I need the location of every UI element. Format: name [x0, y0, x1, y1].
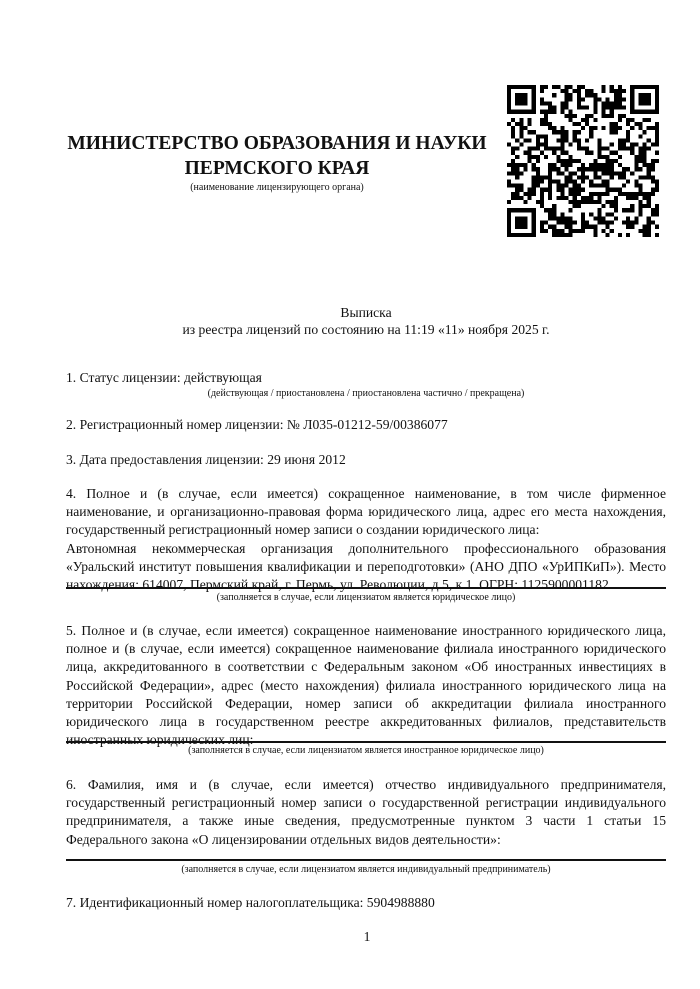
section-4-label: 4. Полное и (в случае, если имеется) сокращенное наименование, в том числе фирменное наименование, и организационно-правовая форма юридического лица, адрес его места нахождения, государственный регистрационный номер записи о создании юридического лица: [66, 486, 666, 538]
license-date: 3. Дата предоставления лицензии: 29 июня 2012 [66, 452, 346, 467]
divider [66, 859, 666, 861]
title-line-2: из реестра лицензий по состоянию на 11:19 «11» ноября 2025 г. [182, 322, 550, 337]
document-title [66, 304, 666, 338]
authority-line-1: МИНИСТЕРСТВО ОБРАЗОВАНИЯ И НАУКИ [67, 133, 487, 154]
divider [66, 587, 666, 589]
section-6: 6. Фамилия, имя и (в случае, если имеется) отчество индивидуального предпринимателя, государственный регистрационный номер записи о государственной регистрации индивидуального предпринимателя, а также иные сведения, предусмотренные пунктом 3 части 1 статьи 15 Федерального закона «О лицензировании отдельных видов деятельности»: [66, 777, 666, 847]
license-status: 1. Статус лицензии: действующая [66, 370, 262, 385]
qr-code-icon [507, 85, 659, 237]
section-4 [66, 485, 666, 594]
section-6-caption: (заполняется в случае, если лицензиатом является индивидуальный предприниматель) [181, 864, 551, 875]
section-5-caption: (заполняется в случае, если лицензиатом является иностранное юридическое лицо) [188, 745, 544, 756]
taxpayer-id: 7. Идентификационный номер налогоплательщика: 5904988880 [66, 895, 435, 910]
registration-number: 2. Регистрационный номер лицензии: № Л035-01212-59/00386077 [66, 417, 448, 432]
title-line-1: Выписка [340, 305, 392, 320]
divider [66, 741, 666, 743]
status-caption: (действующая / приостановлена / приостановлена частично / прекращена) [207, 388, 525, 399]
authority-caption: (наименование лицензирующего органа) [190, 182, 364, 193]
section-4-caption: (заполняется в случае, если лицензиатом является юридическое лицо) [216, 592, 516, 603]
page-number: 1 [363, 929, 371, 944]
authority-line-2: ПЕРМСКОГО КРАЯ [184, 158, 370, 179]
licensing-authority-name [60, 131, 494, 181]
section-5: 5. Полное и (в случае, если имеется) сокращенное наименование иностранного юридического лица, полное и (в случае, если имеется) сокращенное наименование филиала иностранного юридического лица, аккредитованного в соответствии с Федеральным законом «Об иностранных инвестициях в Российской Федерации», адрес (место нахождения) филиала иностранного юридического лица на территории Российской Федерации, номер записи об аккредитации филиала иностранного юридического лица в государственном реестре аккредитованных филиалов, представительств иностранных юридических лиц: [66, 623, 666, 748]
section-4-value: Автономная некоммерческая организация дополнительного профессионального образования «Уральский институт повышения квалификации и переподготовки» (АНО ДПО «УрИПКиП»). Место нахождения: 614007, Пермский край, г. Пермь, ул. Революции, д.5, к.1. ОГРН: 1125900001182. [66, 540, 666, 593]
